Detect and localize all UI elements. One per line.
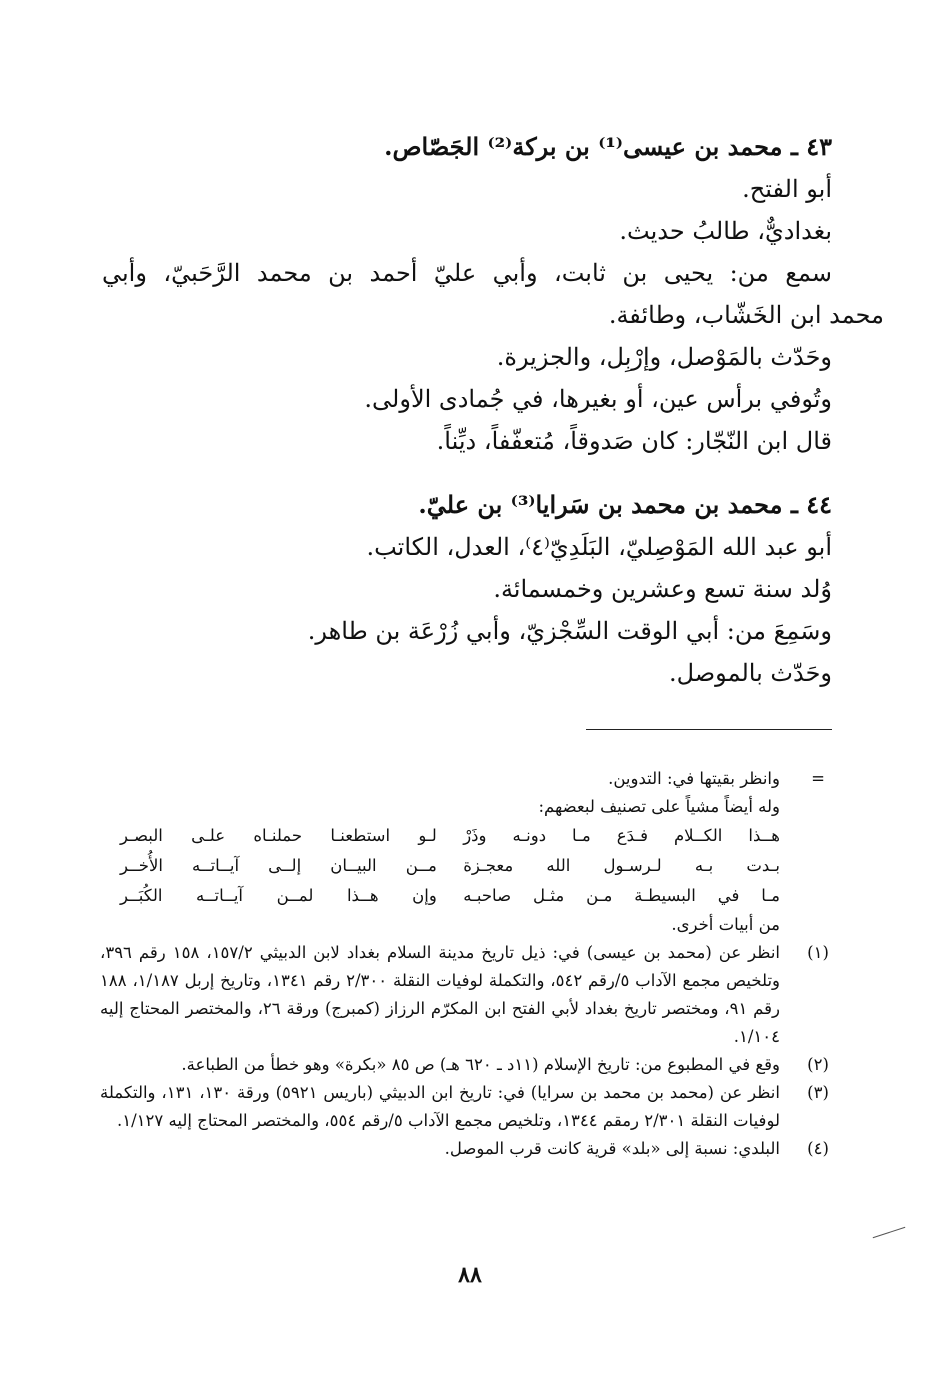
continuation-marker: =	[811, 769, 825, 788]
poem-verse	[120, 821, 780, 851]
footnote-4	[100, 1135, 840, 1163]
main-text	[102, 118, 884, 694]
entry-44-heard: وسَمِعَ من: أبي الوقت السِّجْزيّ، وأبي زُرْعَة بن طاهر.	[307, 617, 832, 645]
footnote-3	[100, 1079, 840, 1135]
entry-44-born: وُلد سنة تسع وعشرين وخمسمائة.	[493, 575, 832, 603]
verse-first-hemistich: بـدت بـه لـرسـول الله معجـزة	[463, 856, 780, 875]
entry-43-narrated: وحَدّث بالمَوْصل، وإرْبِل، والجزيرة.	[496, 343, 832, 371]
footnote-text: انظر عن (محمد بن محمد بن سرايا) في: تاريخ ابن الدبيثي (باريس ٥٩٢١) ورقة ١٣٠، ١٣١، والتكملة لوفيات النقلة ٢/٣٠١ رمقم ١٣٤٤، وتلخيص مجمع الآداب ٥/رقم ٥٥٤، والمختصر المحتاج إليه ١/١٢٧.	[100, 1083, 780, 1130]
poem-verse	[120, 851, 780, 881]
verse-second-hemistich: مــن البيــان إلــى آيــاتــه الأُخــر	[120, 856, 437, 875]
footnote-continuation-1: = وانظر بقيتها في: التدوين.	[100, 765, 840, 793]
footnote-continuation-2: وله أيضاً مشياً على تصنيف لبعضهم:	[538, 797, 780, 816]
poem-verses	[120, 821, 780, 911]
footnote-continuation-3: من أبيات أخرى.	[671, 915, 780, 934]
entry-44-kunya: أبو عبد الله المَوْصِليّ، البَلَدِيّ⁽٤⁾، العدل، الكاتب.	[366, 533, 832, 561]
footnotes	[100, 765, 840, 1163]
entry-43-heading: ٤٣ ـ محمد بن عيسى⁽¹⁾ بن بركة⁽²⁾ الجَصّاص.	[384, 132, 832, 161]
verse-first-hemistich: هــذا الكــلام فـدَع مـا دونـه وذَرْ	[463, 826, 780, 845]
entry-44-narrated: وحَدّث بالموصل.	[668, 659, 832, 687]
verse-first-hemistich: مـا في البسيطـة مـن مثـل صاحبـه	[463, 886, 780, 905]
footnote-number: (٤)	[807, 1139, 829, 1158]
footnote-text: انظر عن (محمد بن عيسى) في: ذيل تاريخ مدينة السلام بغداد لابن الدبيثي ١٥٧/٢، ١٥٨ رقم ٣٩٦، وتلخيص مجمع الآداب ٥/رقم ٥٤٢، والتكملة لوفيات النقلة ٢/٣٠٠ رقم ١٣٤١، وتاريخ إربل ١/١٨٧، ١٨٨ رقم ٩١، ومختصر تاريخ بغداد لأبي الفتح ابن المكرّم الرزاز (كمبرج) ورقة ٢٦، والمختصر المحتاج إليه ١/١٠٤.	[100, 943, 781, 1046]
margin-pencil-stroke	[873, 1227, 906, 1238]
entry-43-heard-line1: سمع من: يحيى بن ثابت، وأبي عليّ أحمد بن محمد الرَّحَبيّ، وأبي	[102, 259, 833, 287]
entry-44-heading: ٤٤ ـ محمد بن محمد بن سَرايا⁽³⁾ بن عليّ.	[418, 490, 832, 519]
verse-second-hemistich: لـو استطعنـا حملنـاه علـى البصـر	[120, 826, 437, 845]
footnote-number: (٣)	[807, 1083, 829, 1102]
footnote-number: (٢)	[807, 1055, 829, 1074]
entry-43-kunya: أبو الفتح.	[742, 175, 832, 203]
footnote-text: البلدي: نسبة إلى «بلد» قرية كانت قرب الموصل.	[444, 1139, 780, 1158]
footnote-2	[100, 1051, 840, 1079]
entry-43-description: بغداديٌّ، طالبُ حديث.	[619, 217, 832, 245]
verse-second-hemistich: وإن هــذا لمــن آيــاتــه الكُبَــر	[120, 886, 437, 905]
footnote-text: وقع في المطبوع من: تاريخ الإسلام (١١د ـ ٦٢٠ هـ) ص ٨٥ «بكرة» وهو خطأ من الطباعة.	[181, 1055, 780, 1074]
entry-43-heard-line2: محمد ابن الخَشّاب، وطائفة.	[608, 301, 884, 329]
footnote-1	[100, 939, 840, 1051]
poem-verse	[120, 881, 780, 911]
entry-43-quote: قال ابن النّجّار: كان صَدوقاً، مُتعفّفاً، ديِّناً.	[436, 427, 832, 455]
page-number: ٨٨	[458, 1262, 482, 1288]
footnote-divider	[586, 729, 832, 730]
footnote-number: (١)	[807, 943, 829, 962]
entry-43-died: وتُوفي برأس عين، أو بغيرها، في جُمادى الأولى.	[364, 385, 832, 413]
